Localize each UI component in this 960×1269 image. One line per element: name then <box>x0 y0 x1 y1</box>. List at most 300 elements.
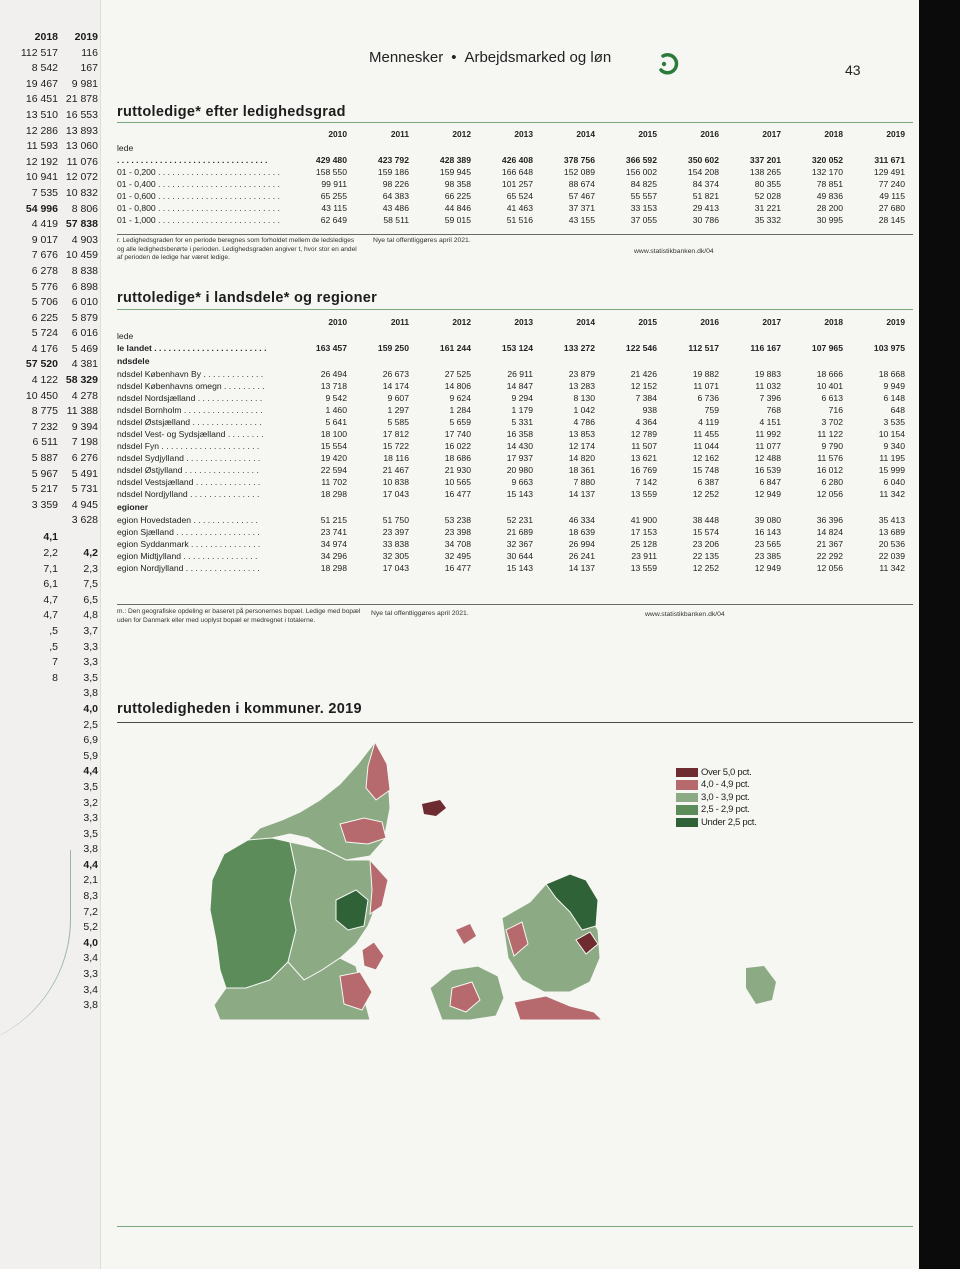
year-header: 2010 <box>328 317 347 327</box>
left-page-value: 9 981 <box>71 77 98 90</box>
value-cell <box>785 500 847 514</box>
row-label: ndsdel København By . . . . . . . . . . . . . <box>117 369 264 379</box>
left-page-value: 9 017 <box>31 233 58 246</box>
table1-note: r. Ledighedsgraden for en periode beregnes som forholdet mellem de ledslediges og alle ledighedsberørte i perioden. Ledighedsgraden angiver t, hvor stor en andel af perioden de ledige har været ledige. <box>117 237 357 261</box>
value-cell <box>661 330 723 342</box>
left-page-value: 6 276 <box>71 452 98 465</box>
value-cell: 28 200 <box>816 203 843 213</box>
value-cell <box>475 330 537 342</box>
value-cell: 16 022 <box>444 441 471 451</box>
left-page-value: 5 887 <box>31 452 58 465</box>
row-label: egion Syddanmark . . . . . . . . . . . . . . . <box>117 539 261 549</box>
left-page-value: 3,5 <box>83 671 98 684</box>
left-page-value: 12 286 <box>25 124 58 137</box>
value-cell: 37 055 <box>630 215 657 225</box>
value-cell: 15 999 <box>878 465 905 475</box>
table1-source-link[interactable]: www.statistikbanken.dk/04 <box>634 248 714 255</box>
left-page-value: 5 491 <box>71 467 98 480</box>
value-cell: 18 298 <box>320 563 347 573</box>
value-cell: 20 980 <box>506 465 533 475</box>
left-page-value: 11 388 <box>66 405 98 418</box>
year-header: 2015 <box>638 129 657 139</box>
value-cell: 62 649 <box>320 215 347 225</box>
legend-label: Under 2,5 pct. <box>701 816 757 828</box>
value-cell: 350 602 <box>687 155 719 165</box>
value-cell: 9 663 <box>511 477 533 487</box>
value-cell: 7 142 <box>635 477 657 487</box>
value-cell: 26 494 <box>320 369 347 379</box>
value-cell: 16 539 <box>754 465 781 475</box>
value-cell <box>723 354 785 368</box>
value-cell: 11 044 <box>693 441 719 451</box>
value-cell: 5 641 <box>325 417 347 427</box>
row-label: lede <box>117 143 134 153</box>
left-page-value: 11 076 <box>66 155 98 168</box>
year-header: 2018 <box>824 317 843 327</box>
value-cell <box>723 500 785 514</box>
value-cell: 11 702 <box>321 477 347 487</box>
value-cell: 13 559 <box>630 563 657 573</box>
value-cell: 166 648 <box>501 167 533 177</box>
value-cell: 98 358 <box>444 179 471 189</box>
value-cell: 129 491 <box>873 167 905 177</box>
year-header: 2019 <box>886 317 905 327</box>
left-page-value: 21 878 <box>65 93 98 106</box>
value-cell <box>847 330 909 342</box>
value-cell <box>661 500 723 514</box>
value-cell: 17 153 <box>630 527 657 537</box>
value-cell: 6 387 <box>697 477 719 487</box>
table1-title: ruttoledige* efter ledighedsgrad <box>117 104 346 120</box>
dst-logo-icon <box>656 52 680 76</box>
table-row <box>117 428 909 440</box>
value-cell: 1 297 <box>387 405 409 415</box>
value-cell: 26 911 <box>507 369 533 379</box>
table-row <box>117 476 909 488</box>
value-cell: 22 135 <box>692 551 719 561</box>
value-cell: 133 272 <box>563 343 595 353</box>
value-cell <box>785 142 847 154</box>
table-row <box>117 142 909 154</box>
left-page-value: 7,1 <box>43 562 58 575</box>
value-cell <box>599 500 661 514</box>
table-row <box>117 562 909 574</box>
value-cell <box>413 500 475 514</box>
value-cell: 28 145 <box>878 215 905 225</box>
left-page-value: 8 <box>52 671 58 684</box>
value-cell <box>537 354 599 368</box>
left-page-value: 16 553 <box>65 108 98 121</box>
row-label: egioner <box>117 502 149 512</box>
right-page <box>100 0 919 1269</box>
value-cell: 41 900 <box>630 515 657 525</box>
value-cell: 4 364 <box>635 417 657 427</box>
left-page-value: 5 706 <box>31 296 58 309</box>
left-page-value: 7,2 <box>83 905 98 918</box>
value-cell: 99 911 <box>321 179 347 189</box>
value-cell <box>289 500 351 514</box>
value-cell: 38 448 <box>692 515 719 525</box>
legend-swatch <box>676 818 698 828</box>
year-header: 2010 <box>328 129 347 139</box>
value-cell: 11 077 <box>755 441 781 451</box>
left-page-value: 4,4 <box>83 858 98 871</box>
left-page-value: 5 879 <box>71 311 98 324</box>
legend-label: 3,0 - 3,9 pct. <box>701 791 750 803</box>
left-page-value: 13 060 <box>65 140 98 153</box>
table-row <box>117 166 909 178</box>
value-cell: 13 718 <box>320 381 347 391</box>
value-cell <box>723 330 785 342</box>
value-cell: 52 231 <box>506 515 533 525</box>
table-row <box>117 380 909 392</box>
page-number: 43 <box>845 62 861 78</box>
left-page-value: 57 520 <box>25 358 58 371</box>
value-cell <box>723 142 785 154</box>
table1 <box>117 126 909 226</box>
value-cell: 648 <box>890 405 905 415</box>
value-cell: 11 342 <box>879 489 905 499</box>
legend-swatch <box>676 805 698 815</box>
value-cell <box>537 142 599 154</box>
value-cell <box>599 330 661 342</box>
header-label-cell <box>117 314 289 330</box>
value-cell: 938 <box>642 405 657 415</box>
left-page-value: 4,7 <box>43 593 58 606</box>
left-page-value: 12 072 <box>65 171 98 184</box>
value-cell: 11 071 <box>693 381 719 391</box>
left-page-value: 7 535 <box>31 186 58 199</box>
value-cell: 14 137 <box>568 489 595 499</box>
value-cell: 84 374 <box>692 179 719 189</box>
value-cell: 27 525 <box>444 369 471 379</box>
value-cell: 20 536 <box>878 539 905 549</box>
value-cell <box>847 142 909 154</box>
row-label: ndsdel Nordjylland . . . . . . . . . . . . . . . <box>117 489 260 499</box>
table-row <box>117 392 909 404</box>
left-page-value: 4,2 <box>83 547 98 559</box>
year-header: 2016 <box>700 317 719 327</box>
year-header: 2015 <box>638 317 657 327</box>
value-cell: 12 056 <box>816 489 843 499</box>
left-page-value: 6 898 <box>71 280 98 293</box>
value-cell: 23 397 <box>382 527 409 537</box>
left-page-value: 13 510 <box>25 108 58 121</box>
table2-bottom-rule <box>117 604 913 605</box>
value-cell: 9 340 <box>883 441 905 451</box>
value-cell: 337 201 <box>749 155 781 165</box>
value-cell: 37 371 <box>568 203 595 213</box>
left-page-value: 4,1 <box>43 531 58 544</box>
row-label: ndsdel Nordsjælland . . . . . . . . . . . . . . <box>117 393 263 403</box>
value-cell: 46 334 <box>568 515 595 525</box>
value-cell <box>351 330 413 342</box>
table-row <box>117 416 909 428</box>
value-cell: 429 480 <box>315 155 347 165</box>
value-cell: 5 585 <box>387 417 409 427</box>
value-cell: 18 361 <box>568 465 595 475</box>
left-page-value: 6 511 <box>32 436 58 449</box>
row-label: ndsdel Sydjylland . . . . . . . . . . . . . . . . <box>117 453 261 463</box>
value-cell: 23 911 <box>631 551 657 561</box>
value-cell: 14 137 <box>568 563 595 573</box>
value-cell <box>847 354 909 368</box>
table-row <box>117 538 909 550</box>
left-page-value: 3,5 <box>83 780 98 793</box>
value-cell: 36 396 <box>816 515 843 525</box>
table-row <box>117 526 909 538</box>
page-curve-line <box>0 850 71 1050</box>
table1-top-rule <box>117 122 913 123</box>
left-page-value: 3,3 <box>83 640 98 653</box>
left-page-value: 6 278 <box>31 264 58 277</box>
value-cell <box>785 354 847 368</box>
value-cell: 43 155 <box>568 215 595 225</box>
value-cell <box>413 330 475 342</box>
table-row <box>117 550 909 562</box>
left-page-value: 5,9 <box>83 749 98 762</box>
left-page-value: 11 593 <box>26 140 58 153</box>
table1-header-row <box>117 126 909 142</box>
value-cell <box>351 354 413 368</box>
legend-label: Over 5,0 pct. <box>701 766 752 778</box>
value-cell: 3 535 <box>883 417 905 427</box>
legend-item <box>676 816 756 829</box>
left-page-value: 7,5 <box>83 578 98 591</box>
page-bottom-rule <box>117 1226 913 1227</box>
value-cell <box>537 330 599 342</box>
left-page-value: 2019 <box>74 31 98 43</box>
value-cell: 15 722 <box>382 441 409 451</box>
value-cell <box>599 354 661 368</box>
left-page-value: 3,4 <box>83 952 98 965</box>
value-cell: 10 838 <box>382 477 409 487</box>
value-cell: 19 883 <box>754 369 781 379</box>
legend-swatch <box>676 780 698 790</box>
value-cell: 66 225 <box>444 191 471 201</box>
value-cell: 30 786 <box>692 215 719 225</box>
value-cell: 16 477 <box>444 563 471 573</box>
row-label: ndsdele <box>117 356 150 366</box>
map-region-aalborg <box>340 818 386 844</box>
table2-top-rule <box>117 309 913 310</box>
left-page-value: 8 838 <box>71 264 98 277</box>
value-cell: 32 305 <box>382 551 409 561</box>
left-page-value: 2,2 <box>43 547 58 559</box>
row-label: 01 - 0,200 . . . . . . . . . . . . . . . . . . . . . . . . . . <box>117 167 280 177</box>
value-cell <box>475 354 537 368</box>
row-label: ndsdel Københavns omegn . . . . . . . . . <box>117 381 265 391</box>
table2-title: ruttoledige* i landsdele* og regioner <box>117 290 378 306</box>
value-cell: 153 124 <box>501 343 533 353</box>
table-row <box>117 154 909 166</box>
value-cell <box>475 142 537 154</box>
left-page-value: 3,8 <box>83 687 98 700</box>
left-page-value: 4,8 <box>83 609 98 622</box>
value-cell: 4 151 <box>759 417 781 427</box>
row-label: 01 - 0,600 . . . . . . . . . . . . . . . . . . . . . . . . . . <box>117 191 280 201</box>
value-cell: 29 413 <box>692 203 719 213</box>
value-cell: 4 119 <box>698 417 719 427</box>
value-cell <box>785 330 847 342</box>
value-cell: 9 949 <box>883 381 905 391</box>
subsection-name: Arbejdsmarked og løn <box>464 49 612 66</box>
value-cell: 6 613 <box>821 393 843 403</box>
left-page-value: 4,7 <box>43 609 58 622</box>
value-cell: 13 283 <box>568 381 595 391</box>
left-page-value: 8,3 <box>83 890 98 903</box>
value-cell: 16 143 <box>754 527 781 537</box>
value-cell: 17 740 <box>444 429 471 439</box>
value-cell: 15 554 <box>320 441 347 451</box>
value-cell: 15 748 <box>692 465 719 475</box>
value-cell: 12 949 <box>754 563 781 573</box>
value-cell: 13 559 <box>630 489 657 499</box>
value-cell: 4 786 <box>573 417 595 427</box>
table-row <box>117 202 909 214</box>
value-cell <box>351 500 413 514</box>
value-cell: 64 383 <box>382 191 409 201</box>
value-cell: 9 542 <box>325 393 347 403</box>
value-cell: 14 820 <box>568 453 595 463</box>
table2-note: m.: Den geografiske opdeling er baseret på personernes bopæl. Ledige med bopæl uden for Danmark eller med uoplyst bopæl er medregnet i totalerne. <box>117 608 361 624</box>
value-cell: 122 546 <box>625 343 657 353</box>
year-header: 2019 <box>886 129 905 139</box>
left-page-column-1 <box>0 30 58 686</box>
left-page-value: 10 941 <box>25 171 58 184</box>
value-cell: 17 043 <box>382 489 409 499</box>
table2 <box>117 314 909 574</box>
row-label: egion Nordjylland . . . . . . . . . . . . . . . . <box>117 563 260 573</box>
value-cell: 18 100 <box>320 429 347 439</box>
value-cell: 12 252 <box>692 563 719 573</box>
value-cell: 32 495 <box>444 551 471 561</box>
value-cell: 13 853 <box>568 429 595 439</box>
left-page-value: 4,4 <box>83 765 98 778</box>
value-cell: 12 162 <box>692 453 719 463</box>
value-cell: 6 736 <box>697 393 719 403</box>
left-page-value: 3,3 <box>83 656 98 669</box>
value-cell: 158 550 <box>315 167 347 177</box>
value-cell: 5 331 <box>511 417 533 427</box>
value-cell: 15 143 <box>506 489 533 499</box>
left-page-value: 4 278 <box>71 389 98 402</box>
value-cell: 3 702 <box>821 417 843 427</box>
row-label: ndsdel Bornholm . . . . . . . . . . . . . . . . . <box>117 405 263 415</box>
value-cell: 132 170 <box>811 167 843 177</box>
value-cell: 1 179 <box>511 405 533 415</box>
left-page-value: 10 450 <box>25 389 58 402</box>
value-cell: 19 882 <box>692 369 719 379</box>
value-cell: 17 937 <box>506 453 533 463</box>
value-cell: 12 174 <box>568 441 595 451</box>
value-cell: 9 607 <box>387 393 409 403</box>
value-cell: 22 292 <box>816 551 843 561</box>
value-cell <box>413 354 475 368</box>
map-region-djursland <box>362 942 384 970</box>
left-page-value <box>64 529 98 546</box>
left-page-value: 7 232 <box>31 420 58 433</box>
row-label: lede <box>117 331 134 341</box>
left-page-value: 7 198 <box>71 436 98 449</box>
value-cell: 6 148 <box>883 393 905 403</box>
value-cell: 23 206 <box>692 539 719 549</box>
value-cell: 768 <box>766 405 781 415</box>
left-page-value: 10 459 <box>65 249 98 262</box>
left-page-value: 4 176 <box>31 342 58 355</box>
year-header: 2012 <box>452 317 471 327</box>
value-cell: 19 420 <box>320 453 347 463</box>
value-cell: 16 769 <box>630 465 657 475</box>
value-cell: 21 689 <box>506 527 533 537</box>
value-cell: 49 836 <box>816 191 843 201</box>
value-cell: 428 389 <box>439 155 471 165</box>
value-cell: 78 851 <box>816 179 843 189</box>
value-cell: 34 708 <box>444 539 471 549</box>
value-cell: 7 384 <box>635 393 657 403</box>
row-label: ndsdel Østsjælland . . . . . . . . . . . . . . . <box>117 417 262 427</box>
left-page-value: 4 381 <box>71 358 98 371</box>
value-cell: 57 467 <box>568 191 595 201</box>
left-page-value: 54 996 <box>25 202 58 215</box>
left-page-value: 12 192 <box>25 155 58 168</box>
left-page-value: 2018 <box>34 31 58 43</box>
row-label: ndsdel Vestsjælland . . . . . . . . . . . . . . <box>117 477 261 487</box>
value-cell: 18 686 <box>444 453 471 463</box>
value-cell: 16 477 <box>444 489 471 499</box>
year-header: 2014 <box>576 317 595 327</box>
year-header: 2013 <box>514 129 533 139</box>
value-cell: 12 252 <box>692 489 719 499</box>
value-cell: 27 680 <box>878 203 905 213</box>
value-cell: 55 557 <box>630 191 657 201</box>
left-page-value: 4 903 <box>71 233 98 246</box>
value-cell: 30 644 <box>506 551 533 561</box>
left-page-value: 5 469 <box>71 342 98 355</box>
value-cell: 138 265 <box>749 167 781 177</box>
table1-update-note: Nye tal offentliggøres april 2021. <box>373 237 471 244</box>
table-row <box>117 214 909 226</box>
value-cell: 23 398 <box>444 527 471 537</box>
value-cell: 65 524 <box>506 191 533 201</box>
legend-label: 4,0 - 4,9 pct. <box>701 779 750 791</box>
value-cell: 18 668 <box>878 369 905 379</box>
table2-source-link[interactable]: www.statistikbanken.dk/04 <box>645 611 725 618</box>
row-label: 01 - 0,800 . . . . . . . . . . . . . . . . . . . . . . . . . . <box>117 203 280 213</box>
year-header: 2013 <box>514 317 533 327</box>
value-cell: 11 992 <box>755 429 781 439</box>
left-page-value: 58 329 <box>65 374 98 387</box>
value-cell: 49 115 <box>879 191 905 201</box>
left-page-value: 5 731 <box>71 483 98 496</box>
value-cell: 13 689 <box>878 527 905 537</box>
table-row <box>117 178 909 190</box>
value-cell: 14 430 <box>506 441 533 451</box>
value-cell: 23 385 <box>754 551 781 561</box>
value-cell: 366 592 <box>625 155 657 165</box>
value-cell: 18 639 <box>568 527 595 537</box>
legend-item <box>676 804 756 817</box>
value-cell: 759 <box>704 405 719 415</box>
value-cell: 159 250 <box>377 343 409 353</box>
value-cell: 21 367 <box>816 539 843 549</box>
value-cell: 311 671 <box>874 155 905 165</box>
value-cell: 33 838 <box>382 539 409 549</box>
value-cell: 12 789 <box>630 429 657 439</box>
value-cell: 34 974 <box>320 539 347 549</box>
legend-item <box>676 779 756 792</box>
left-page-value: 7 676 <box>31 249 58 262</box>
